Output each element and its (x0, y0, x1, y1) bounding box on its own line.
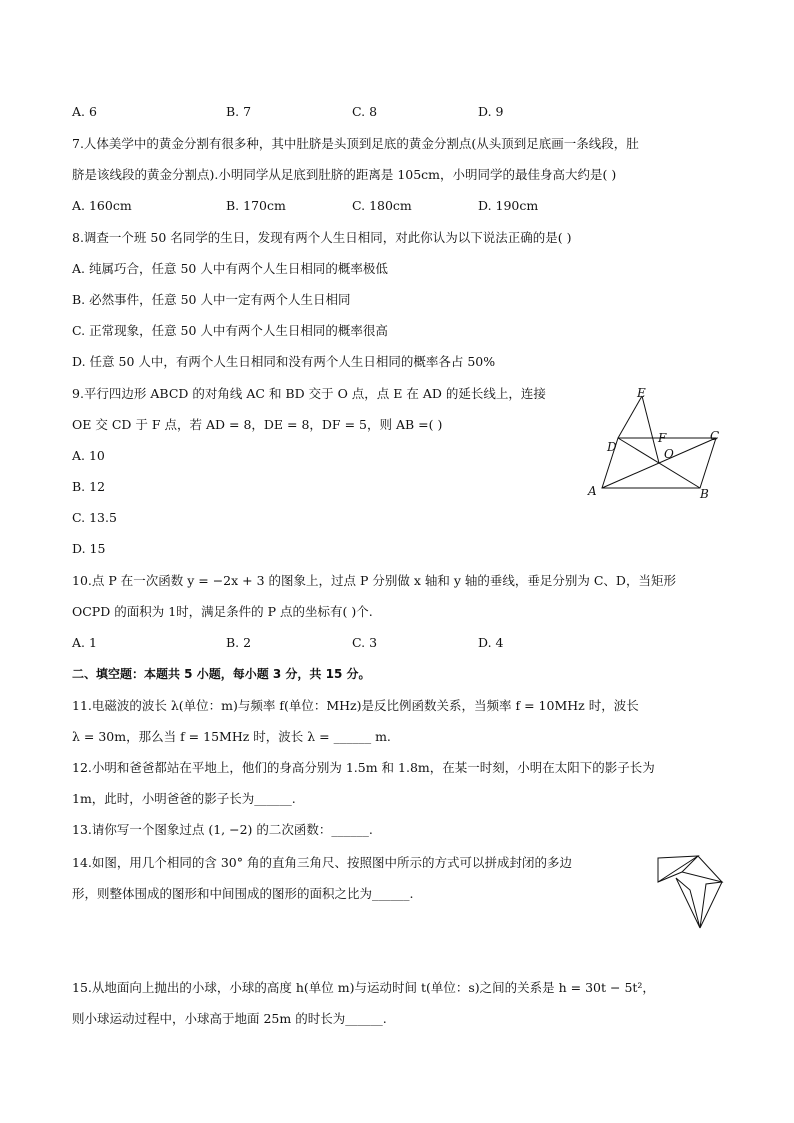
q9-text-line-1: 9.平行四边形 ABCD 的对角线 AC 和 BD 交于 O 点，点 E 在 AD 的延长线上，连接 (72, 386, 546, 401)
q10-option-d: D. 4 (478, 635, 504, 650)
q14-text-line-2: 形，则整体围成的图形和中间围成的图形的面积之比为______. (72, 886, 414, 901)
q8-option-b: B. 必然事件，任意 50 人中一定有两个人生日相同 (72, 292, 351, 307)
q14-text-line-1: 14.如图，用几个相同的含 30° 角的直角三角尺、按照图中所示的方式可以拼成封闭的多边 (72, 855, 572, 870)
q8-option-a: A. 纯属巧合，任意 50 人中有两个人生日相同的概率极低 (72, 261, 388, 276)
q11-text-line-2: λ = 30m，那么当 f = 15MHz 时，波长 λ = ______ m. (72, 729, 391, 744)
segment-eo (642, 396, 659, 463)
triangle-2 (682, 856, 722, 882)
section-2-heading: 二、填空题：本题共 5 小题，每小题 3 分，共 15 分。 (72, 667, 371, 681)
q14-triangles-figure (652, 850, 732, 934)
q15-text-line-2: 则小球运动过程中，小球高于地面 25m 的时长为______. (72, 1011, 387, 1026)
q9-option-d: D. 15 (72, 541, 106, 556)
q12-text-line-2: 1m，此时，小明爸爸的影子长为______. (72, 791, 296, 806)
label-d: D (607, 440, 617, 454)
q9-option-b: B. 12 (72, 479, 106, 494)
label-a: A (588, 484, 597, 498)
q7-option-b: B. 170cm (226, 198, 286, 213)
q10-option-c: C. 3 (352, 635, 378, 650)
q8-option-c: C. 正常现象，任意 50 人中有两个人生日相同的概率很高 (72, 323, 388, 338)
triangle-4 (676, 878, 700, 928)
q10-option-b: B. 2 (226, 635, 252, 650)
q7-option-a: A. 160cm (72, 198, 132, 213)
q6-option-b: B. 7 (226, 104, 252, 119)
q6-option-a: A. 6 (72, 104, 97, 119)
label-f: F (658, 431, 667, 445)
q12-text-line-1: 12.小明和爸爸都站在平地上，他们的身高分别为 1.5m 和 1.8m，在某一时刻，小明在太阳下的影子长为 (72, 760, 655, 775)
label-b: B (700, 487, 709, 501)
q9-text-line-2: OE 交 CD 于 F 点，若 AD = 8，DE = 8，DF = 5，则 AB =( ) (72, 417, 443, 432)
q10-text-line-2: OCPD 的面积为 1时，满足条件的 P 点的坐标有( )个. (72, 604, 373, 619)
q6-option-d: D. 9 (478, 104, 504, 119)
q9-parallelogram-figure (580, 384, 730, 504)
q8-text: 8.调查一个班 50 名同学的生日，发现有两个人生日相同，对此你认为以下说法正确的是( ) (72, 230, 572, 245)
q9-option-c: C. 13.5 (72, 510, 117, 525)
q7-option-c: C. 180cm (352, 198, 412, 213)
q15-text-line-1: 15.从地面向上抛出的小球，小球的高度 h(单位 m)与运动时间 t(单位：s)之间的关系是 h = 30t − 5t²， (72, 980, 655, 995)
q9-option-a: A. 10 (72, 448, 105, 463)
label-e: E (637, 386, 646, 400)
q7-text-line-2: 脐是该线段的黄金分割点).小明同学从足底到肚脐的距离是 105cm，小明同学的最佳身高大约是( ) (72, 167, 617, 182)
q10-option-a: A. 1 (72, 635, 97, 650)
q13-text: 13.请你写一个图象过点 (1, −2) 的二次函数：______. (72, 822, 373, 837)
triangle-1 (658, 856, 698, 882)
q7-text-line-1: 7.人体美学中的黄金分割有很多种，其中肚脐是头顶到足底的黄金分割点(从头顶到足底画一条线段，肚 (72, 136, 639, 151)
q8-option-d: D. 任意 50 人中，有两个人生日相同和没有两个人生日相同的概率各占 50% (72, 354, 496, 369)
triangle-3 (700, 882, 722, 928)
q7-option-d: D. 190cm (478, 198, 539, 213)
q10-text-line-1: 10.点 P 在一次函数 y = −2x + 3 的图象上，过点 P 分别做 x 轴和 y 轴的垂线，垂足分别为 C、D，当矩形 (72, 573, 676, 588)
label-c: C (710, 429, 720, 443)
segment-de (618, 396, 642, 438)
q11-text-line-1: 11.电磁波的波长 λ(单位：m)与频率 f(单位：MHz)是反比例函数关系，当频率 f = 10MHz 时，波长 (72, 698, 639, 713)
label-o: O (664, 447, 674, 461)
q6-option-c: C. 8 (352, 104, 378, 119)
